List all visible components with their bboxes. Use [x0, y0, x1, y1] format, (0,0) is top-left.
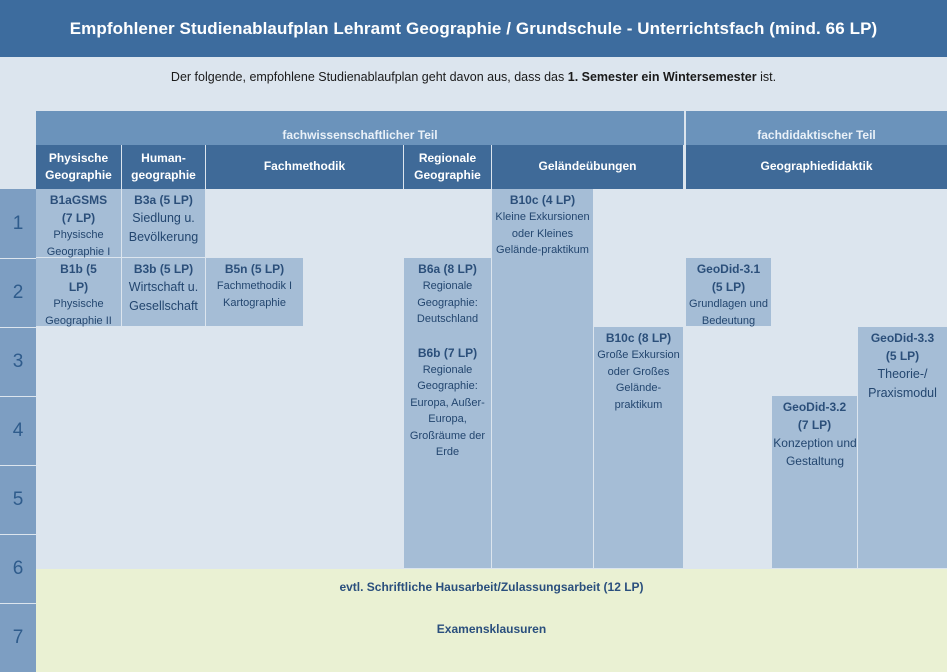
- module-b10c-large-name: Große Exkursion oder Großes Gelände-praktikum: [597, 349, 680, 411]
- module-b6b-code: B6b (7 LP): [417, 345, 478, 360]
- intro-text-end: ist.: [756, 70, 777, 84]
- semester-number: 6: [12, 557, 24, 579]
- module-b3b: [122, 258, 206, 327]
- hausarbeit-label: evtl. Schriftliche Hausarbeit/Zulassungsarbeit (12 LP): [339, 580, 644, 594]
- module-b5n-name: Fachmethodik I Kartographie: [216, 280, 293, 309]
- column-header-humangeographie-label: Human-geographie: [131, 150, 196, 182]
- module-b10c-small: [492, 189, 594, 569]
- examensklausuren-label: Examensklausuren: [436, 622, 547, 636]
- module-b3a-code: B3a (5 LP): [134, 193, 193, 207]
- intro-text-bold: 1. Semester ein Wintersemester: [567, 70, 757, 84]
- column-header-fachmethodik: Fachmethodik: [206, 145, 404, 189]
- module-geodid33-name: Theorie-/ Praxismodul: [868, 367, 937, 400]
- module-b10c-large-code: B10c (8 LP): [605, 331, 672, 345]
- module-b6: [404, 258, 492, 569]
- intro-text-start: Der folgende, empfohlene Studienablaufplan geht davon aus, dass das: [170, 70, 568, 84]
- module-b5n-code: B5n (5 LP): [224, 262, 285, 276]
- module-geodid32-code: GeoDid-3.2 (7 LP): [782, 400, 847, 432]
- semester-number: 5: [12, 488, 24, 510]
- module-geodid32-name: Konzeption und Gestaltung: [773, 436, 857, 468]
- module-geodid33: [858, 327, 947, 569]
- module-b10c-small-name: Kleine Exkursionen oder Kleines Gelände-praktikum: [495, 211, 590, 256]
- module-b1a: [36, 189, 122, 258]
- module-b5n: [206, 258, 304, 327]
- intro-text: [0, 70, 947, 84]
- column-header-gelaendeuebungen: Geländeübungen: [492, 145, 684, 189]
- section-header-fachwissenschaftlich: fachwissenschaftlicher Teil: [36, 111, 684, 145]
- module-b3a-name: Siedlung u. Bevölkerung: [128, 211, 199, 244]
- semester-number: 3: [12, 350, 24, 372]
- module-geodid31: [686, 258, 772, 327]
- semester-number: 7: [12, 626, 24, 648]
- module-b1a-name: Physische Geographie I: [46, 229, 111, 258]
- semester-number: 4: [12, 419, 24, 441]
- column-header-regionale-geographie-label: Regionale Geographie: [414, 150, 481, 182]
- module-b6a-code: B6a (8 LP): [418, 262, 477, 276]
- column-header-regionale-geographie: [404, 145, 492, 189]
- semester-number: 2: [12, 281, 24, 303]
- module-b10c-small-code: B10c (4 LP): [509, 193, 576, 207]
- module-b1b-name: Physische Geographie II: [45, 298, 112, 327]
- column-header-geographiedidaktik: Geographiedidaktik: [686, 145, 947, 189]
- module-b3b-code: B3b (5 LP): [133, 262, 194, 276]
- module-b10c-large: [594, 327, 684, 569]
- column-header-physische-geographie: [36, 145, 122, 189]
- semester-number: 1: [12, 212, 24, 234]
- module-geodid32: [772, 396, 858, 569]
- column-header-physische-geographie-label: Physische Geographie: [45, 150, 112, 182]
- module-geodid31-code: GeoDid-3.1 (5 LP): [696, 262, 761, 294]
- column-header-humangeographie: [122, 145, 206, 189]
- module-b3a: [122, 189, 206, 258]
- module-b6b-name: Regionale Geographie: Europa, Außer-Europa, Großräume der Erde: [409, 363, 486, 458]
- module-b1b-code: B1b (5 LP): [60, 262, 97, 294]
- page-title: Empfohlener Studienablaufplan Lehramt Geographie / Grundschule - Unterrichtsfach (mind. 66 LP): [0, 0, 947, 57]
- module-geodid31-name: Grundlagen und Bedeutung: [689, 298, 768, 327]
- module-b6a-name: Regionale Geographie: Deutschland: [416, 280, 479, 325]
- module-b1a-code: B1aGSMS (7 LP): [49, 193, 108, 225]
- module-b3b-name: Wirtschaft u. Gesellschaft: [128, 280, 199, 313]
- module-b1b: [36, 258, 122, 327]
- module-geodid33-code: GeoDid-3.3 (5 LP): [870, 331, 935, 363]
- section-header-fachdidaktisch: fachdidaktischer Teil: [686, 111, 947, 145]
